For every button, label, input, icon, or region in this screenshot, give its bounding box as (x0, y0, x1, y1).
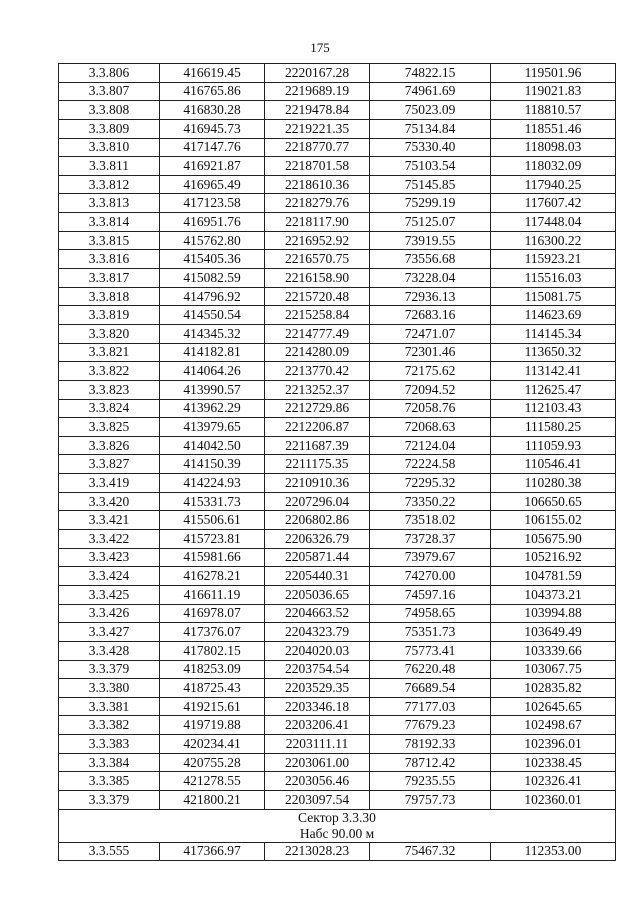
table-row (59, 138, 616, 157)
coord-x-cell: 416921.87 (160, 157, 265, 176)
coord-x2-cell: 73556.68 (370, 250, 491, 269)
coord-y2-cell: 112103.43 (491, 399, 616, 418)
point-id-cell: 3.3.425 (59, 585, 160, 604)
coord-y-cell: 2213770.42 (265, 362, 370, 381)
point-id-cell: 3.3.808 (59, 101, 160, 120)
coord-y2-cell: 119501.96 (491, 64, 616, 83)
coord-x-cell: 415331.73 (160, 492, 265, 511)
table-row (59, 585, 616, 604)
coord-x-cell: 414345.32 (160, 324, 265, 343)
coord-x-cell: 415762.80 (160, 231, 265, 250)
table-row (59, 343, 616, 362)
table-row (59, 623, 616, 642)
coord-y-cell: 2220167.28 (265, 64, 370, 83)
coord-y2-cell: 113142.41 (491, 362, 616, 381)
point-id-cell: 3.3.379 (59, 790, 160, 809)
coord-x-cell: 417802.15 (160, 641, 265, 660)
coord-y-cell: 2206326.79 (265, 530, 370, 549)
coord-x2-cell: 74822.15 (370, 64, 491, 83)
coord-y-cell: 2204663.52 (265, 604, 370, 623)
point-id-cell: 3.3.807 (59, 82, 160, 101)
coord-y-cell: 2213028.23 (265, 842, 370, 861)
point-id-cell: 3.3.811 (59, 157, 160, 176)
coord-x-cell: 414150.39 (160, 455, 265, 474)
table-row (59, 269, 616, 288)
coord-y-cell: 2203111.11 (265, 735, 370, 754)
table-row (59, 604, 616, 623)
point-id-cell: 3.3.820 (59, 324, 160, 343)
coord-x2-cell: 72068.63 (370, 418, 491, 437)
coord-y-cell: 2215720.48 (265, 287, 370, 306)
coord-y-cell: 2203056.46 (265, 772, 370, 791)
coord-x2-cell: 72295.32 (370, 474, 491, 493)
coord-y-cell: 2211175.35 (265, 455, 370, 474)
table-row (59, 157, 616, 176)
coord-x2-cell: 72683.16 (370, 306, 491, 325)
coord-y2-cell: 117940.25 (491, 175, 616, 194)
coord-x-cell: 416765.86 (160, 82, 265, 101)
point-id-cell: 3.3.812 (59, 175, 160, 194)
coord-x-cell: 417147.76 (160, 138, 265, 157)
point-id-cell: 3.3.827 (59, 455, 160, 474)
coord-y2-cell: 102835.82 (491, 679, 616, 698)
point-id-cell: 3.3.813 (59, 194, 160, 213)
coord-y-cell: 2218117.90 (265, 213, 370, 232)
coordinates-table (58, 63, 616, 861)
coord-x-cell: 415981.66 (160, 548, 265, 567)
coord-x-cell: 413962.29 (160, 399, 265, 418)
point-id-cell: 3.3.806 (59, 64, 160, 83)
coord-x-cell: 415723.81 (160, 530, 265, 549)
coord-y2-cell: 105675.90 (491, 530, 616, 549)
point-id-cell: 3.3.816 (59, 250, 160, 269)
point-id-cell: 3.3.817 (59, 269, 160, 288)
coord-y-cell: 2216952.92 (265, 231, 370, 250)
point-id-cell: 3.3.821 (59, 343, 160, 362)
coord-x-cell: 420755.28 (160, 753, 265, 772)
table-row (59, 567, 616, 586)
coord-x-cell: 418253.09 (160, 660, 265, 679)
coord-x2-cell: 75145.85 (370, 175, 491, 194)
coord-y2-cell: 102360.01 (491, 790, 616, 809)
coord-y2-cell: 112353.00 (491, 842, 616, 861)
table-row (59, 380, 616, 399)
coord-y-cell: 2218279.76 (265, 194, 370, 213)
coord-y-cell: 2204020.03 (265, 641, 370, 660)
table-row (59, 492, 616, 511)
point-id-cell: 3.3.826 (59, 436, 160, 455)
table-row (59, 418, 616, 437)
coord-y2-cell: 115081.75 (491, 287, 616, 306)
table-row (59, 455, 616, 474)
coord-y-cell: 2205440.31 (265, 567, 370, 586)
coord-y-cell: 2215258.84 (265, 306, 370, 325)
point-id-cell: 3.3.428 (59, 641, 160, 660)
coord-x-cell: 413979.65 (160, 418, 265, 437)
coord-x-cell: 416619.45 (160, 64, 265, 83)
point-id-cell: 3.3.809 (59, 119, 160, 138)
coord-y-cell: 2203061.00 (265, 753, 370, 772)
coord-y2-cell: 117607.42 (491, 194, 616, 213)
coord-y-cell: 2205871.44 (265, 548, 370, 567)
coord-x2-cell: 72124.04 (370, 436, 491, 455)
coord-x-cell: 415405.36 (160, 250, 265, 269)
coord-y-cell: 2205036.65 (265, 585, 370, 604)
coord-x2-cell: 75351.73 (370, 623, 491, 642)
coord-x-cell: 414224.93 (160, 474, 265, 493)
coord-x-cell: 421278.55 (160, 772, 265, 791)
sector-subtitle: Набс 90.00 м (299, 825, 375, 841)
table-row (59, 399, 616, 418)
coord-y2-cell: 111580.25 (491, 418, 616, 437)
coord-x-cell: 416830.28 (160, 101, 265, 120)
point-id-cell: 3.3.815 (59, 231, 160, 250)
coord-y2-cell: 104781.59 (491, 567, 616, 586)
coord-y2-cell: 106155.02 (491, 511, 616, 530)
coord-x2-cell: 72936.13 (370, 287, 491, 306)
coord-x2-cell: 72301.46 (370, 343, 491, 362)
coord-x-cell: 421800.21 (160, 790, 265, 809)
coord-y2-cell: 118810.57 (491, 101, 616, 120)
table-row (59, 194, 616, 213)
table-row (59, 324, 616, 343)
coord-x2-cell: 73350.22 (370, 492, 491, 511)
coord-x2-cell: 78712.42 (370, 753, 491, 772)
coord-y-cell: 2219478.84 (265, 101, 370, 120)
table-row (59, 716, 616, 735)
table-row (59, 530, 616, 549)
coord-y2-cell: 118098.03 (491, 138, 616, 157)
coord-y2-cell: 102338.45 (491, 753, 616, 772)
coord-x-cell: 416965.49 (160, 175, 265, 194)
coord-x2-cell: 75134.84 (370, 119, 491, 138)
point-id-cell: 3.3.423 (59, 548, 160, 567)
coord-y-cell: 2207296.04 (265, 492, 370, 511)
coord-x2-cell: 73979.67 (370, 548, 491, 567)
page-number: 175 (310, 40, 330, 55)
point-id-cell: 3.3.810 (59, 138, 160, 157)
table-row (59, 362, 616, 381)
coord-x-cell: 415506.61 (160, 511, 265, 530)
coord-x2-cell: 77177.03 (370, 697, 491, 716)
coord-y2-cell: 112625.47 (491, 380, 616, 399)
coord-x2-cell: 75467.32 (370, 842, 491, 861)
coord-y2-cell: 102498.67 (491, 716, 616, 735)
coord-y-cell: 2204323.79 (265, 623, 370, 642)
table-row (59, 213, 616, 232)
coord-y2-cell: 114623.69 (491, 306, 616, 325)
coord-y2-cell: 104373.21 (491, 585, 616, 604)
coord-y2-cell: 116300.22 (491, 231, 616, 250)
coord-x2-cell: 76689.54 (370, 679, 491, 698)
coord-x2-cell: 72224.58 (370, 455, 491, 474)
coord-y-cell: 2203346.18 (265, 697, 370, 716)
coord-x-cell: 414796.92 (160, 287, 265, 306)
sector-header (59, 809, 616, 842)
point-id-cell: 3.3.420 (59, 492, 160, 511)
table-row (59, 548, 616, 567)
coord-y-cell: 2218770.77 (265, 138, 370, 157)
coord-y-cell: 2213252.37 (265, 380, 370, 399)
coord-y-cell: 2212729.86 (265, 399, 370, 418)
coord-x2-cell: 72175.62 (370, 362, 491, 381)
coord-x-cell: 417366.97 (160, 842, 265, 861)
table-row (59, 697, 616, 716)
coord-y2-cell: 102645.65 (491, 697, 616, 716)
coord-x2-cell: 76220.48 (370, 660, 491, 679)
table-row (59, 175, 616, 194)
coord-x-cell: 413990.57 (160, 380, 265, 399)
coord-y-cell: 2212206.87 (265, 418, 370, 437)
coord-y2-cell: 110546.41 (491, 455, 616, 474)
coord-x-cell: 416611.19 (160, 585, 265, 604)
coord-y-cell: 2214777.49 (265, 324, 370, 343)
point-id-cell: 3.3.427 (59, 623, 160, 642)
coord-y-cell: 2203529.35 (265, 679, 370, 698)
coord-x-cell: 419215.61 (160, 697, 265, 716)
table-row (59, 250, 616, 269)
point-id-cell: 3.3.814 (59, 213, 160, 232)
table-row (59, 287, 616, 306)
coord-y-cell: 2203206.41 (265, 716, 370, 735)
coord-x-cell: 416978.07 (160, 604, 265, 623)
coord-y2-cell: 117448.04 (491, 213, 616, 232)
coord-x2-cell: 75773.41 (370, 641, 491, 660)
coord-y-cell: 2218701.58 (265, 157, 370, 176)
coord-y-cell: 2214280.09 (265, 343, 370, 362)
sector-title: Сектор 3.3.30 (298, 809, 376, 825)
coord-x-cell: 419719.88 (160, 716, 265, 735)
table-row (59, 679, 616, 698)
coord-y2-cell: 118032.09 (491, 157, 616, 176)
point-id-cell: 3.3.822 (59, 362, 160, 381)
coord-x-cell: 414042.50 (160, 436, 265, 455)
point-id-cell: 3.3.383 (59, 735, 160, 754)
coord-x-cell: 414550.54 (160, 306, 265, 325)
table-row (59, 306, 616, 325)
coord-x2-cell: 74270.00 (370, 567, 491, 586)
coord-y-cell: 2218610.36 (265, 175, 370, 194)
coord-y2-cell: 105216.92 (491, 548, 616, 567)
coord-y2-cell: 102396.01 (491, 735, 616, 754)
point-id-cell: 3.3.818 (59, 287, 160, 306)
coord-x2-cell: 74961.69 (370, 82, 491, 101)
table-row (59, 842, 616, 861)
coord-x-cell: 414182.81 (160, 343, 265, 362)
coord-y-cell: 2216158.90 (265, 269, 370, 288)
table-row (59, 753, 616, 772)
coord-y-cell: 2216570.75 (265, 250, 370, 269)
coord-y-cell: 2210910.36 (265, 474, 370, 493)
coord-x2-cell: 75023.09 (370, 101, 491, 120)
coord-y-cell: 2206802.86 (265, 511, 370, 530)
coord-x2-cell: 73919.55 (370, 231, 491, 250)
point-id-cell: 3.3.823 (59, 380, 160, 399)
coord-x2-cell: 79235.55 (370, 772, 491, 791)
coord-x2-cell: 74597.16 (370, 585, 491, 604)
coord-x2-cell: 74958.65 (370, 604, 491, 623)
point-id-cell: 3.3.384 (59, 753, 160, 772)
coord-y2-cell: 103339.66 (491, 641, 616, 660)
table-row (59, 64, 616, 83)
coord-x2-cell: 73228.04 (370, 269, 491, 288)
coord-x-cell: 418725.43 (160, 679, 265, 698)
coord-x2-cell: 75125.07 (370, 213, 491, 232)
coord-y2-cell: 110280.38 (491, 474, 616, 493)
coord-x2-cell: 77679.23 (370, 716, 491, 735)
coord-y-cell: 2219221.35 (265, 119, 370, 138)
point-id-cell: 3.3.422 (59, 530, 160, 549)
table-row (59, 474, 616, 493)
table-row (59, 641, 616, 660)
coord-x-cell: 416278.21 (160, 567, 265, 586)
point-id-cell: 3.3.380 (59, 679, 160, 698)
point-id-cell: 3.3.824 (59, 399, 160, 418)
coord-y-cell: 2211687.39 (265, 436, 370, 455)
coord-x-cell: 414064.26 (160, 362, 265, 381)
coord-y2-cell: 115516.03 (491, 269, 616, 288)
point-id-cell: 3.3.424 (59, 567, 160, 586)
point-id-cell: 3.3.379 (59, 660, 160, 679)
table-row (59, 511, 616, 530)
table-row (59, 735, 616, 754)
table-row (59, 790, 616, 809)
coord-x2-cell: 79757.73 (370, 790, 491, 809)
coord-x-cell: 417376.07 (160, 623, 265, 642)
coord-x-cell: 415082.59 (160, 269, 265, 288)
coord-x-cell: 416945.73 (160, 119, 265, 138)
coord-x2-cell: 73728.37 (370, 530, 491, 549)
coord-x2-cell: 78192.33 (370, 735, 491, 754)
point-id-cell: 3.3.555 (59, 842, 160, 861)
coord-y2-cell: 118551.46 (491, 119, 616, 138)
coord-y-cell: 2203754.54 (265, 660, 370, 679)
coord-y-cell: 2219689.19 (265, 82, 370, 101)
coord-x2-cell: 75103.54 (370, 157, 491, 176)
coord-y-cell: 2203097.54 (265, 790, 370, 809)
coord-y2-cell: 113650.32 (491, 343, 616, 362)
coord-y2-cell: 114145.34 (491, 324, 616, 343)
point-id-cell: 3.3.381 (59, 697, 160, 716)
coord-x2-cell: 73518.02 (370, 511, 491, 530)
point-id-cell: 3.3.825 (59, 418, 160, 437)
coord-x2-cell: 72094.52 (370, 380, 491, 399)
coord-y2-cell: 103067.75 (491, 660, 616, 679)
coord-x2-cell: 75330.40 (370, 138, 491, 157)
point-id-cell: 3.3.426 (59, 604, 160, 623)
point-id-cell: 3.3.819 (59, 306, 160, 325)
coord-x2-cell: 72058.76 (370, 399, 491, 418)
coord-y2-cell: 111059.93 (491, 436, 616, 455)
table-row (59, 119, 616, 138)
sector-header-row (59, 809, 616, 842)
table-row (59, 660, 616, 679)
coord-y2-cell: 103649.49 (491, 623, 616, 642)
table-row (59, 231, 616, 250)
point-id-cell: 3.3.385 (59, 772, 160, 791)
coord-y2-cell: 106650.65 (491, 492, 616, 511)
coord-y2-cell: 119021.83 (491, 82, 616, 101)
coord-x-cell: 416951.76 (160, 213, 265, 232)
coord-x-cell: 417123.58 (160, 194, 265, 213)
point-id-cell: 3.3.421 (59, 511, 160, 530)
coord-x2-cell: 72471.07 (370, 324, 491, 343)
table-row (59, 101, 616, 120)
coord-x2-cell: 75299.19 (370, 194, 491, 213)
point-id-cell: 3.3.382 (59, 716, 160, 735)
table-row (59, 772, 616, 791)
table-row (59, 436, 616, 455)
coord-y2-cell: 102326.41 (491, 772, 616, 791)
table-row (59, 82, 616, 101)
coord-y2-cell: 103994.88 (491, 604, 616, 623)
point-id-cell: 3.3.419 (59, 474, 160, 493)
coord-x-cell: 420234.41 (160, 735, 265, 754)
coord-y2-cell: 115923.21 (491, 250, 616, 269)
